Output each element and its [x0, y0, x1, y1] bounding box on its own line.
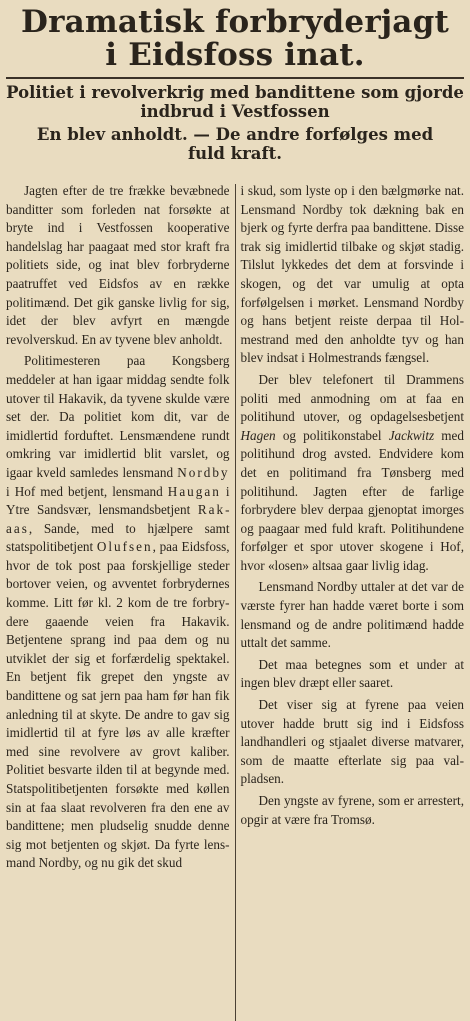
spaced-name: Rakaas [6, 502, 230, 536]
article-columns [6, 182, 464, 1021]
spaced-name: Haugan [167, 483, 221, 499]
italic-name: Jackwitz [388, 427, 435, 443]
text-run: , Sande, med to hjælpere samt statspolitibetjent [6, 520, 230, 555]
subheadline-1-line-2: indbrud i Vestfossen [140, 102, 330, 121]
left-column [6, 182, 235, 1021]
text-run: Politimesteren paa Kongsberg meddeler at han igaar middag sendte folk utover til Hakavik, da tyvene skulde være set der. Da politiet kom dit, var de imidlertid forduftet. Lensmændene rundt omkring var imidlertid blit varslet, og igaar kveld samledes lensmand [6, 353, 230, 480]
paragraph: i skud, som lyste op i den bælgmørke nat. Lensmand Nordby tok dækning bak en bjerk og fyrte derfra paa bandittene. Disse trak sig imidlertid tilbake og skjøt stadig. Tilslut lykkedes det dem at forsvinde i skogen, og det var umulig at opta forfølgelsen i mørket. Lensmand Nordby og hans betjent reiste derpaa til Holmestrand med den anholdte tyv og han blev indsat i Holmestrands fængsel. [240, 183, 464, 366]
paragraph: Det maa betegnes som et under at ingen blev dræpt eller saaret. [240, 656, 464, 691]
spaced-name: Olufsen [96, 539, 153, 555]
subheadline-1-line-1: Politiet i revolverkrig med bandittene som gjorde [6, 83, 464, 102]
paragraph: Den yngste av fyrene, som er arrestert, opgir at være fra Tromsø. [240, 793, 464, 827]
subheadline-2-line-1: En blev anholdt. — De andre forfølges med [36, 125, 434, 144]
subheadline-2 [6, 125, 464, 163]
spaced-name: Nordby [177, 464, 230, 480]
text-run: og politikonstabel [275, 427, 389, 443]
headline-rule [6, 77, 464, 79]
headline-line-2: i Eidsfoss inat. [105, 37, 365, 73]
text-run: med politihund drog avsted. Endvidere kom det en politimand fra Tønsberg med politihund. Jagten efter de farlige forbrydere blev derpaa gjenoptat imorges og paagaar med fuld kraft. Politihundene forfølger et spor utover skogene i Hof, hvor «losen» altsaa gaar livlig idag. [240, 427, 464, 573]
text-run: Der blev telefonert til Drammens politi med anmodning om at faa en politihund utover, og opdagelsesbetjent [240, 371, 464, 425]
subheadline-2-line-2: fuld kraft. [188, 144, 282, 163]
paragraph [240, 371, 464, 576]
headline-line-1: Dramatisk forbryderjagt [20, 4, 449, 40]
text-run: i Hof med betjent, lensmand [6, 483, 168, 499]
headline [6, 4, 464, 72]
paragraph: Jagten efter de tre frække bevæbnede banditter som forleden nat forsøkte at bryte ind i Vestfossen kooperative handelslag har paagaat med stor kraft fra politiets side, og inat blev forbryderne paatruffet ved Eidsfos av en række politimænd. Det gik ganske livlig for sig, idet der blev avfyrt en mængde revolverskud. En av tyvene blev anholdt. [6, 183, 230, 347]
paragraph: Det viser sig at fyrene paa veien utover hadde brutt sig ind i Eidsfoss landhandleri og stjaalet diverse matvarer, som de maatte efterlate sig paa valpladsen. [240, 697, 464, 787]
text-run: i Ytre Sandsvær, lensmandsbetjent [6, 483, 230, 518]
italic-name: Hagen [240, 427, 276, 443]
paragraph: Lensmand Nordby uttaler at det var de værste fyrer han hadde været borte i som lensmand og de andre politimænd hadde uttalt det samme. [240, 579, 464, 651]
subheadline-1 [6, 83, 464, 121]
text-run: , paa Eidsfoss, hvor de tok post paa forskjellige steder bortover veien, og avventet forbrydernes komme. Litt før kl. 2 kom de tre forbrydere gaaende veien fra Hakavik. Betjentene sprang ind paa dem og nu utviklet der sig et forfærdelig spektakel. En betjent fik grepet den yngste av bandittene og sat jern paa ham før han fik anledning til at skyte. De andre to gav sig imidlertid til at fyre løs av alle kræfter med sine revolvere av grovt kaliber. Politiet besvarte ilden til at begynde med. Statspolitibetjenten forsøkte med køllen sin at faa slaat revolveren fra den ene av bandittene; men pludselig snudde denne sig mot betjenten og skjøt. Da fyrte lensmand Nordby, og nu gik det skud [6, 539, 230, 871]
paragraph [6, 352, 230, 873]
right-column [235, 182, 464, 1021]
